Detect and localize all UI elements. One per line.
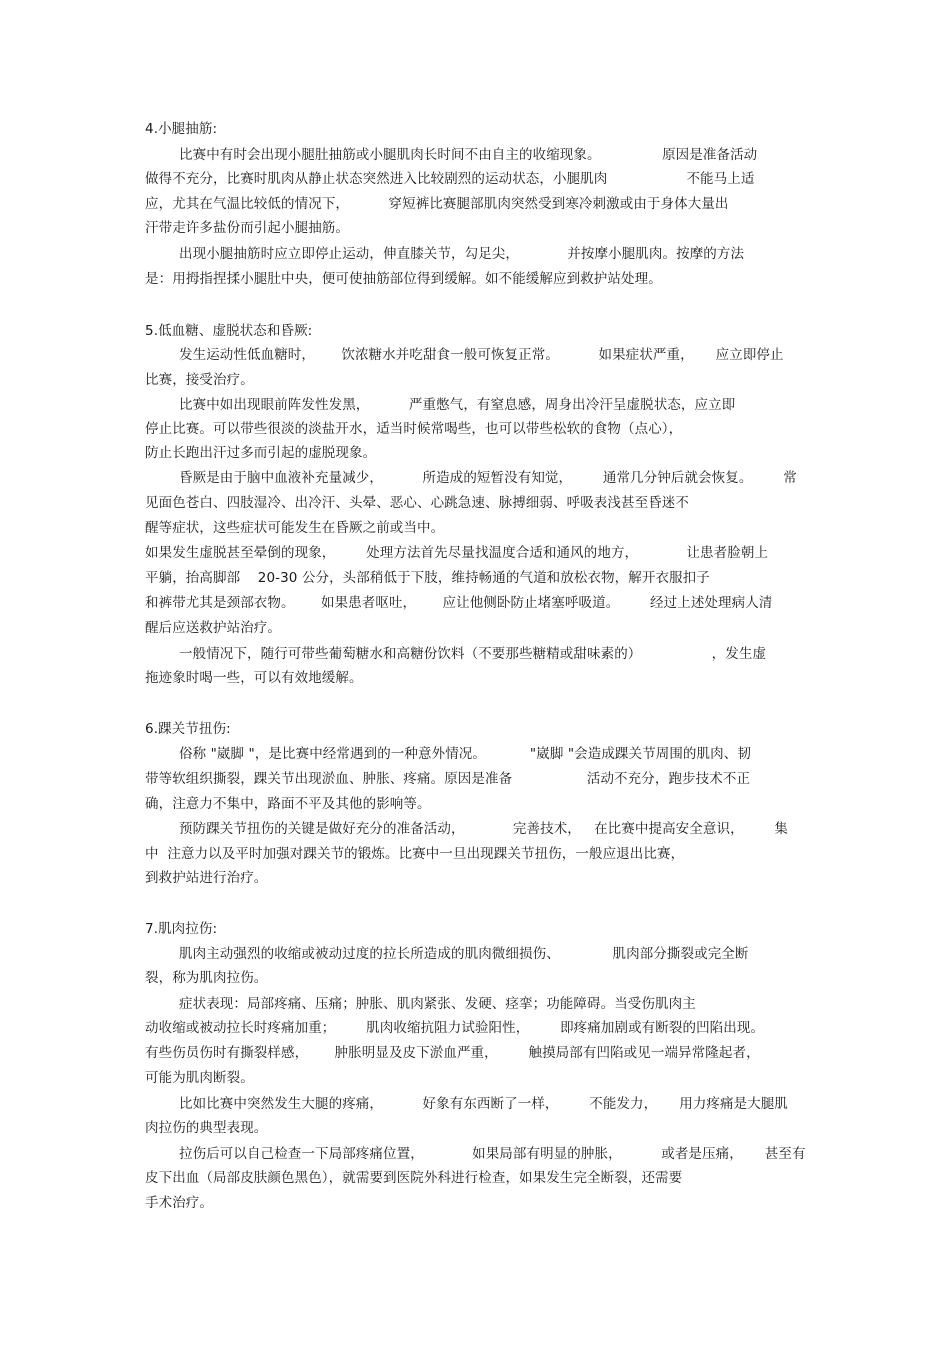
paragraph-line: 应，尤其在气温比较低的情况下， 穿短裤比赛腿部肌肉突然受到寒冷刺激或由于身体大量出 <box>145 196 729 212</box>
section-heading-4: 4.小腿抽筋: <box>145 121 218 137</box>
paragraph-line: 手术治疗。 <box>145 1195 213 1211</box>
paragraph-line: 肌肉主动强烈的收缩或被动过度的拉长所造成的肌肉微细损伤、 肌肉部分撕裂或完全断 <box>179 946 749 962</box>
paragraph-line: 皮下出血（局部皮肤颜色黑色），就需要到医院外科进行检查，如果发生完全断裂，还需要 <box>145 1170 683 1186</box>
paragraph-line: 是：用拇指捏揉小腿肚中央，便可使抽筋部位得到缓解。如不能缓解应到救护站处理。 <box>145 271 662 287</box>
paragraph-line: 醒等症状，这些症状可能发生在昏厥之前或当中。 <box>145 520 445 536</box>
paragraph-line: 一般情况下，随行可带些葡萄糖水和高糖份饮料（不要那些糖精或甜味素的） ，发生虚 <box>179 646 767 662</box>
paragraph-line: 比赛，接受治疗。 <box>145 372 254 388</box>
paragraph-line: 比赛中有时会出现小腿肚抽筋或小腿肌肉长时间不由自主的收缩现象。 原因是准备活动 <box>179 147 758 163</box>
section-heading-5: 5.低血糖、虚脱状态和昏厥: <box>145 323 313 339</box>
paragraph-line: 俗称 "崴脚 "，是比赛中经常遇到的一种意外情况。 "崴脚 "会造成踝关节周围的肌肉、韧 <box>179 746 751 762</box>
paragraph-line: 汗带走许多盐份而引起小腿抽筋。 <box>145 220 349 236</box>
paragraph-line: 见面色苍白、四肢湿冷、出冷汗、头晕、恶心、心跳急速、脉搏细弱、呼吸表浅甚至昏迷不 <box>145 495 689 511</box>
paragraph-line: 症状表现：局部疼痛、压痛；肿胀、肌肉紧张、发硬、痉挛；功能障碍。当受伤肌肉主 <box>179 996 696 1012</box>
paragraph-line: 拉伤后可以自己检查一下局部疼痛位置， 如果局部有明显的肿胀， 或者是压痛， 甚至有 <box>179 1146 806 1162</box>
paragraph-line: 确，注意力不集中，路面不平及其他的影响等。 <box>145 796 431 812</box>
paragraph-line: 比如比赛中突然发生大腿的疼痛， 好象有东西断了一样， 不能发力， 用力疼痛是大腿肌 <box>179 1096 789 1112</box>
paragraph-line: 停止比赛。可以带些很淡的淡盐开水，适当时候常喝些，也可以带些松软的食物（点心）， <box>145 421 683 437</box>
paragraph-line: 带等软组织撕裂，踝关节出现淤血、肿胀、疼痛。原因是准备 活动不充分，跑步技术不正 <box>145 771 751 787</box>
paragraph-line: 防止长跑出汗过多而引起的虚脱现象。 <box>145 445 377 461</box>
paragraph-line: 和裤带尤其是颈部衣物。 如果患者呕吐， 应让他侧卧防止堵塞呼吸道。 经过上述处理病人清 <box>145 595 773 611</box>
paragraph-line: 可能为肌肉断裂。 <box>145 1070 254 1086</box>
paragraph-line: 中 注意力以及平时加强对踝关节的锻炼。比赛中一旦出现踝关节扭伤，一般应退出比赛， <box>145 846 685 862</box>
paragraph-line: 做得不充分，比赛时肌肉从静止状态突然进入比较剧烈的运动状态，小腿肌肉 不能马上适 <box>145 171 755 187</box>
paragraph-line: 动收缩或被动拉长时疼痛加重； 肌肉收缩抗阻力试验阳性， 即疼痛加剧或有断裂的凹陷出现。 <box>145 1020 765 1036</box>
section-heading-7: 7.肌肉拉伤: <box>145 921 218 937</box>
paragraph-line: 肉拉伤的典型表现。 <box>145 1120 268 1136</box>
section-heading-6: 6.踝关节扭伤: <box>145 721 231 737</box>
paragraph-line: 比赛中如出现眼前阵发性发黑， 严重憋气，有窒息感，周身出冷汗呈虚脱状态，应立即 <box>179 397 736 413</box>
paragraph-line: 昏厥是由于脑中血液补充量减少， 所造成的短暂没有知觉， 通常几分钟后就会恢复。 常 <box>179 470 797 486</box>
paragraph-line: 醒后应送救护站治疗。 <box>145 620 281 636</box>
paragraph-line: 有些伤员伤时有撕裂样感， 肿胀明显及皮下淤血严重， 触摸局部有凹陷或见一端异常隆起者， <box>145 1045 760 1061</box>
paragraph-line: 发生运动性低血糖时， 饮浓糖水并吃甜食一般可恢复正常。 如果症状严重， 应立即停止 <box>179 347 784 363</box>
paragraph-line: 如果发生虚脱甚至晕倒的现象， 处理方法首先尽量找温度合适和通风的地方， 让患者脸朝上 <box>145 545 769 561</box>
paragraph-line: 裂，称为肌肉拉伤。 <box>145 970 268 986</box>
paragraph-line: 拖迹象时喝一些，可以有效地缓解。 <box>145 670 363 686</box>
paragraph-line: 平躺，抬高脚部 20-30 公分，头部稍低于下肢，维持畅通的气道和放松衣物，解开衣服扣子 <box>145 570 710 586</box>
paragraph-line: 预防踝关节扭伤的关键是做好充分的准备活动， 完善技术， 在比赛中提高安全意识， 集 <box>179 821 789 837</box>
paragraph-line: 出现小腿抽筋时应立即停止运动，伸直膝关节，勾足尖， 并按摩小腿肌肉。按摩的方法 <box>179 246 745 262</box>
paragraph-line: 到救护站进行治疗。 <box>145 870 268 886</box>
